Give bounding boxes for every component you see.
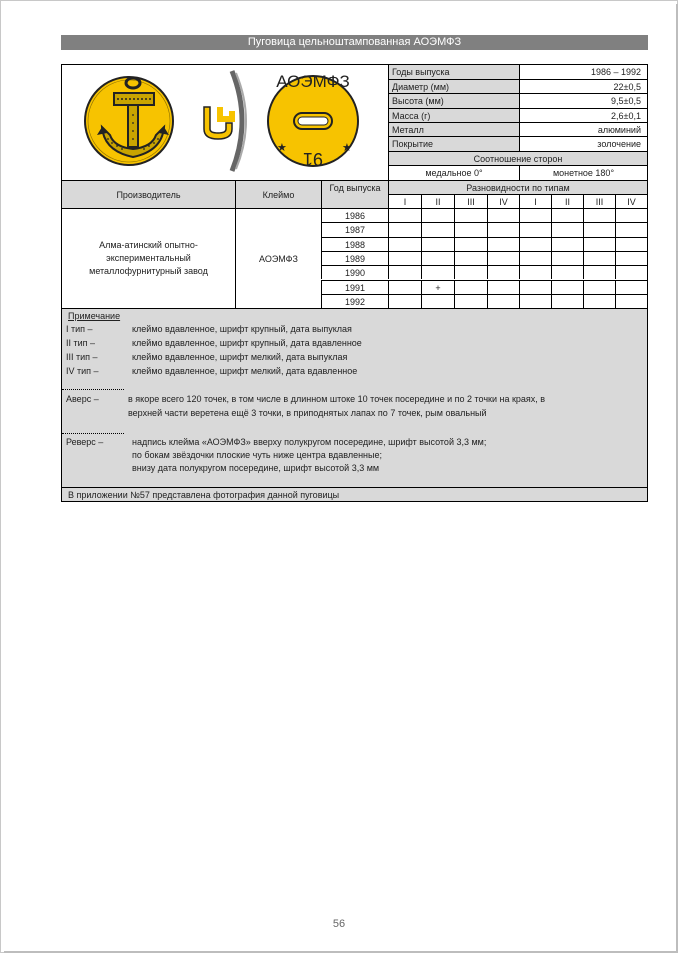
- obverse-drawing: [85, 77, 173, 165]
- document-title: Пуговица цельноштампованная АОЭМФЗ: [61, 35, 648, 50]
- year-cell: 1987: [321, 222, 388, 236]
- type-note-label: I тип –: [66, 324, 93, 334]
- type-note-text: клеймо вдавленное, шрифт крупный, дата выпуклая: [132, 324, 352, 334]
- type-cell: [583, 294, 615, 308]
- type-label: III: [454, 194, 487, 208]
- svg-text:★: ★: [342, 142, 352, 154]
- type-note-label: II тип –: [66, 338, 96, 348]
- button-drawings: [62, 65, 388, 180]
- spec-label: Масса (г): [388, 108, 519, 122]
- type-cell: [487, 208, 519, 222]
- type-cell: [615, 208, 647, 222]
- mark-header: Клеймо: [235, 180, 321, 208]
- type-cell: [519, 208, 551, 222]
- year-cell: 1992: [321, 294, 388, 308]
- type-cell: [487, 294, 519, 308]
- type-cell: [615, 280, 647, 294]
- type-cell: [487, 251, 519, 265]
- type-cell: [454, 280, 487, 294]
- type-cell: [487, 280, 519, 294]
- type-cell: [551, 222, 583, 236]
- type-cell: [454, 265, 487, 279]
- side-profile-drawing: [204, 71, 246, 171]
- type-cell: [551, 280, 583, 294]
- reverse-line-3: внизу дата полукругом посередине, шрифт высотой 3,3 мм: [132, 463, 380, 473]
- type-cell-marked: +: [421, 280, 454, 294]
- appendix-note: В приложении №57 представлена фотография данной пуговицы: [62, 487, 647, 501]
- type-cell: [487, 222, 519, 236]
- type-cell: [615, 265, 647, 279]
- year-cell: 1986: [321, 208, 388, 222]
- type-cell: [519, 294, 551, 308]
- type-cell: [421, 222, 454, 236]
- type-cell: [583, 222, 615, 236]
- type-cell: [551, 251, 583, 265]
- type-cell: [519, 222, 551, 236]
- type-cell: [388, 251, 421, 265]
- type-cell: [388, 294, 421, 308]
- page-number: 56: [332, 918, 346, 930]
- type-cell: [388, 222, 421, 236]
- button-spec-table: [61, 64, 648, 502]
- type-label: IV: [615, 194, 647, 208]
- type-cell: [454, 237, 487, 251]
- type-cell: [583, 237, 615, 251]
- producer-name: Алма-атинский опытно-экспериментальный металлофурнитурный завод: [89, 240, 208, 276]
- reverse-mark-text: АОЭМФЗ: [276, 72, 350, 91]
- type-cell: [519, 280, 551, 294]
- type-label: II: [421, 194, 454, 208]
- spec-label: Покрытие: [388, 136, 519, 151]
- year-cell: 1989: [321, 251, 388, 265]
- type-cell: [519, 251, 551, 265]
- types-header: Разновидности по типам: [388, 180, 647, 194]
- type-cell: [421, 208, 454, 222]
- type-cell: [388, 280, 421, 294]
- reverse-divider: [62, 433, 124, 434]
- type-cell: [519, 265, 551, 279]
- spec-value: 2,6±0,1: [519, 108, 647, 122]
- spec-label: Металл: [388, 122, 519, 136]
- type-cell: [388, 265, 421, 279]
- reverse-drawing: [268, 72, 358, 169]
- type-label: III: [583, 194, 615, 208]
- type-cell: [421, 265, 454, 279]
- year-cell: 1990: [321, 265, 388, 279]
- type-cell: [551, 294, 583, 308]
- reverse-year-text: 91: [302, 149, 324, 169]
- type-label: I: [519, 194, 551, 208]
- spec-label: Диаметр (мм): [388, 79, 519, 93]
- type-cell: [454, 208, 487, 222]
- type-cell: [615, 251, 647, 265]
- spec-value: 9,5±0,5: [519, 93, 647, 108]
- type-note-text: клеймо вдавленное, шрифт крупный, дата вдавленное: [132, 338, 362, 348]
- type-cell: [487, 265, 519, 279]
- type-cell: [454, 294, 487, 308]
- reverse-label: Реверс –: [66, 437, 104, 447]
- type-note-text: клеймо вдавленное, шрифт мелкий, дата вдавленное: [132, 366, 358, 376]
- type-cell: [551, 208, 583, 222]
- year-header: Год выпуска: [321, 180, 388, 208]
- type-cell: [583, 251, 615, 265]
- type-cell: [583, 265, 615, 279]
- type-cell: [388, 237, 421, 251]
- button-illustration: [62, 65, 388, 180]
- spec-value: 22±0,5: [519, 79, 647, 93]
- type-cell: [421, 294, 454, 308]
- type-note-label: III тип –: [66, 352, 98, 362]
- year-cell: 1988: [321, 237, 388, 251]
- type-cell: [519, 237, 551, 251]
- type-cell: [615, 222, 647, 236]
- averse-line-2: верхней части веретена ещё 3 точки, в приподнятых лапах по 7 точек, рым овальный: [128, 408, 487, 418]
- spec-value: алюминий: [519, 122, 647, 136]
- spec-value: 1986 – 1992: [519, 65, 647, 79]
- type-cell: [615, 237, 647, 251]
- producer-header: Производитель: [62, 180, 235, 208]
- type-cell: [454, 222, 487, 236]
- type-cell: [421, 251, 454, 265]
- type-cell: [583, 208, 615, 222]
- producer-cell: [62, 208, 235, 308]
- spec-label: Годы выпуска: [388, 65, 519, 79]
- ratio-coin: монетное 180°: [519, 165, 647, 180]
- type-cell: [454, 251, 487, 265]
- notes-section: [62, 308, 647, 487]
- spec-label: Высота (мм): [388, 93, 519, 108]
- mark-cell: АОЭМФЗ: [235, 208, 321, 308]
- year-cell: 1991: [321, 280, 388, 294]
- type-cell: [615, 294, 647, 308]
- averse-divider: [62, 389, 124, 390]
- type-label: II: [551, 194, 583, 208]
- type-cell: [487, 237, 519, 251]
- type-cell: [583, 280, 615, 294]
- type-cell: [388, 208, 421, 222]
- ratio-medal: медальное 0°: [388, 165, 519, 180]
- type-label: I: [388, 194, 421, 208]
- spec-value: золочение: [519, 136, 647, 151]
- type-note-label: IV тип –: [66, 366, 99, 376]
- type-cell: [551, 237, 583, 251]
- averse-line-1: в якоре всего 120 точек, в том числе в длинном штоке 10 точек посередине и по 2 точки на краях, в: [128, 394, 546, 404]
- ratio-header: Соотношение сторон: [388, 151, 647, 165]
- reverse-line-1: надпись клейма «АОЭМФЗ» вверху полукругом посередине, шрифт высотой 3,3 мм;: [132, 437, 487, 447]
- type-cell: [551, 265, 583, 279]
- type-cell: [421, 237, 454, 251]
- type-note-text: клеймо вдавленное, шрифт мелкий, дата выпуклая: [132, 352, 348, 362]
- reverse-line-2: по бокам звёздочки плоские чуть ниже центра вдавленные;: [132, 450, 382, 460]
- notes-heading: Примечание: [68, 311, 121, 321]
- type-label: IV: [487, 194, 519, 208]
- svg-text:★: ★: [277, 142, 287, 154]
- averse-label: Аверс –: [66, 394, 99, 404]
